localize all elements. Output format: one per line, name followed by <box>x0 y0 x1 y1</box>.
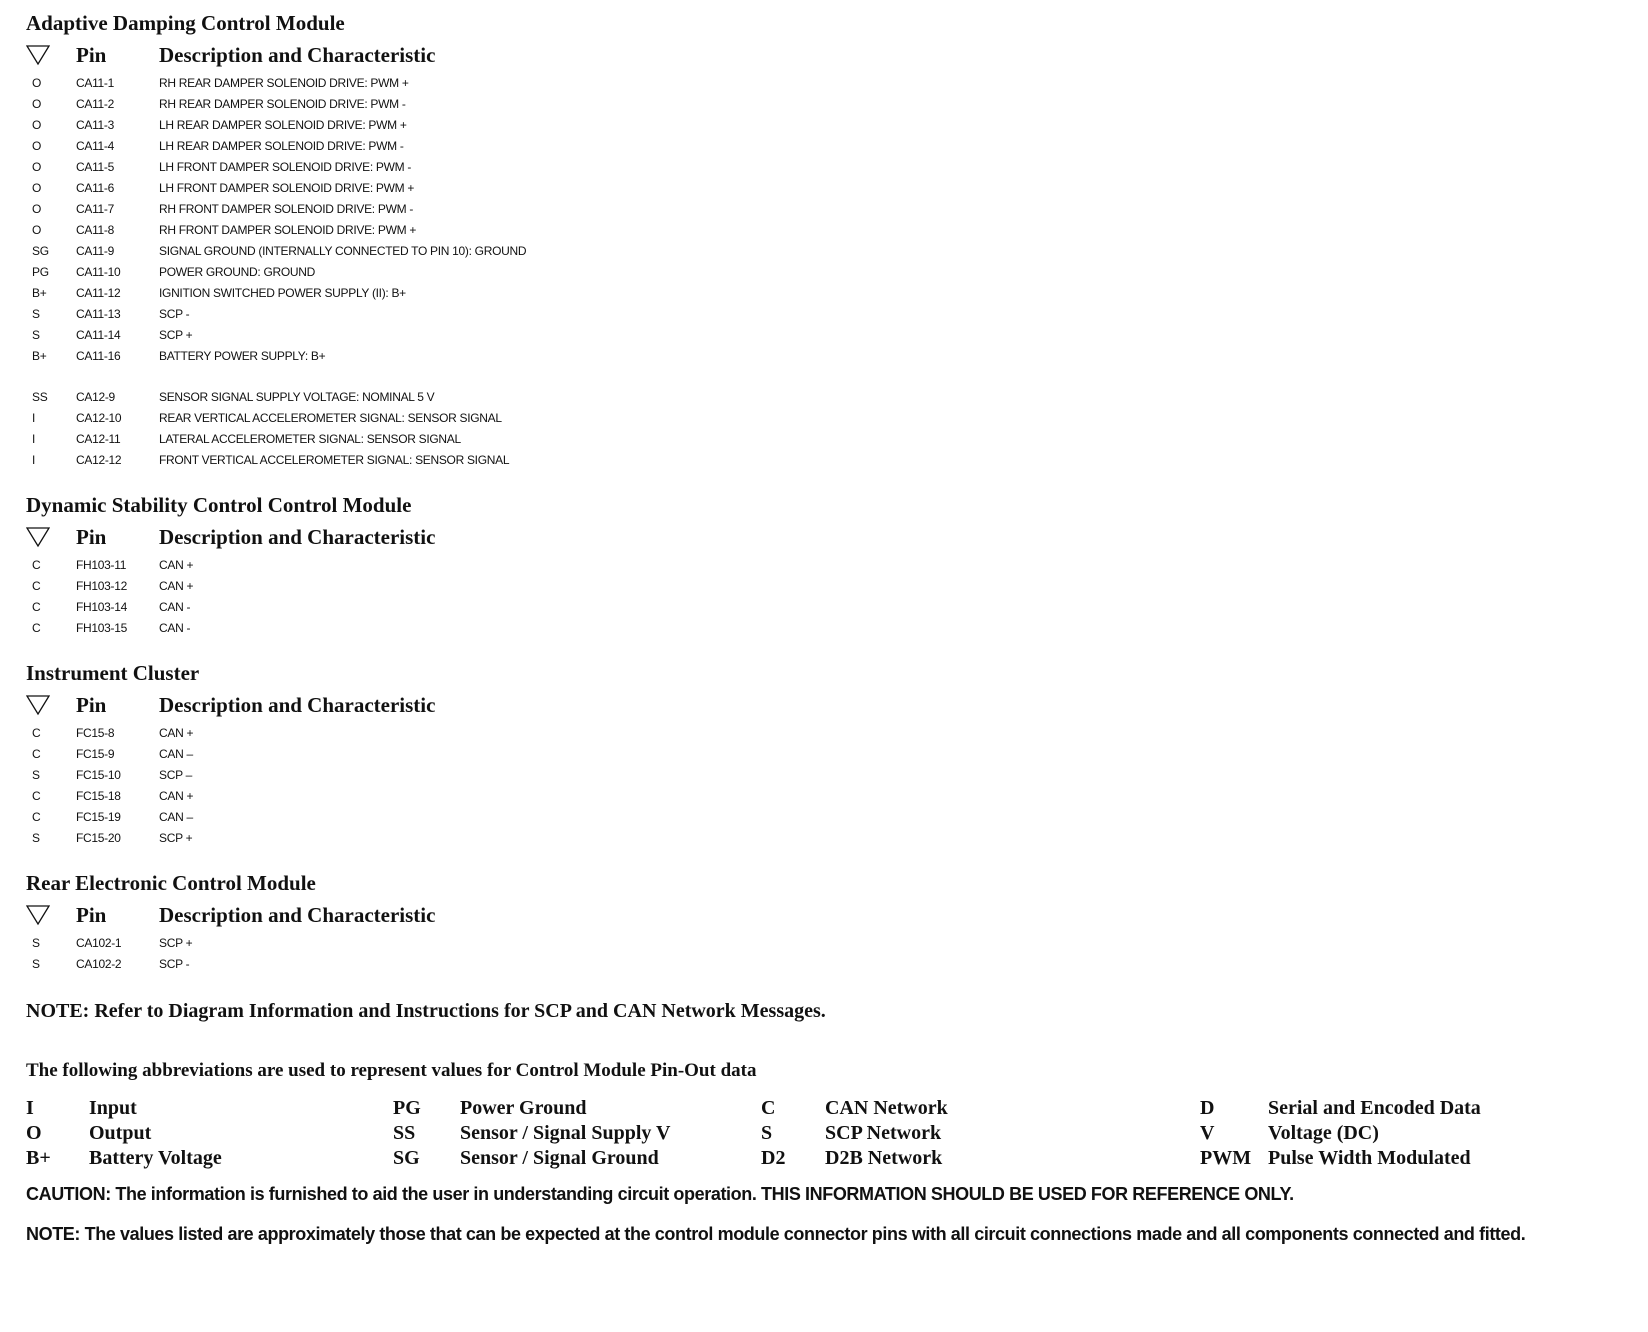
pin-id: FH103-14 <box>76 599 127 614</box>
pin-id: CA11-5 <box>76 159 114 174</box>
pin-desc: SCP - <box>159 956 190 971</box>
header-pin: Pin <box>76 692 107 717</box>
pin-id: FC15-20 <box>76 830 121 845</box>
pin-id: CA11-6 <box>76 180 114 195</box>
section-gap <box>26 848 1626 868</box>
pin-type: I <box>32 431 36 446</box>
pin-type: O <box>32 75 42 90</box>
pin-desc: LH REAR DAMPER SOLENOID DRIVE: PWM - <box>159 138 404 153</box>
section-title: Adaptive Damping Control Module <box>26 11 345 35</box>
abbr-item <box>393 1096 587 1121</box>
table-row <box>26 324 1626 345</box>
abbr-code: SS <box>393 1122 416 1144</box>
pin-rows <box>26 932 1626 974</box>
abbr-meaning: Sensor / Signal Ground <box>460 1147 659 1169</box>
pin-id: FH103-11 <box>76 557 127 572</box>
pin-type: SG <box>32 243 49 258</box>
abbr-item <box>26 1146 222 1171</box>
section-title: Rear Electronic Control Module <box>26 871 316 895</box>
pin-id: FH103-12 <box>76 578 127 593</box>
abbr-meaning: Voltage (DC) <box>1268 1122 1379 1144</box>
triangle-down-icon <box>26 526 76 548</box>
triangle-down-icon <box>26 904 76 926</box>
abbreviations-legend <box>26 1096 1626 1174</box>
abbreviations-intro: The following abbreviations are used to represent values for Control Module Pin-Out data <box>26 1060 757 1081</box>
pin-desc: IGNITION SWITCHED POWER SUPPLY (II): B+ <box>159 285 406 300</box>
abbr-code: C <box>761 1097 776 1119</box>
abbr-meaning: Power Ground <box>460 1097 587 1119</box>
table-header <box>26 688 1626 722</box>
pin-id: CA12-10 <box>76 410 122 425</box>
pin-desc: SCP – <box>159 767 192 782</box>
table-row <box>26 219 1626 240</box>
table-row <box>26 93 1626 114</box>
abbr-item <box>1200 1096 1481 1121</box>
section-gap <box>26 638 1626 658</box>
abbr-item <box>1200 1121 1379 1146</box>
pin-type: C <box>32 620 41 635</box>
pin-desc: CAN – <box>159 746 193 761</box>
table-header <box>26 38 1626 72</box>
pin-type: SS <box>32 389 48 404</box>
table-header <box>26 898 1626 932</box>
header-description: Description and Characteristic <box>159 42 436 67</box>
section-gap <box>26 470 1626 490</box>
abbr-meaning: CAN Network <box>825 1097 948 1119</box>
table-row <box>26 722 1626 743</box>
table-header <box>26 520 1626 554</box>
pin-id: CA11-13 <box>76 306 121 321</box>
table-row <box>26 449 1626 470</box>
abbr-item <box>761 1096 948 1121</box>
pin-id: CA11-10 <box>76 264 121 279</box>
pin-id: CA12-9 <box>76 389 115 404</box>
pin-type: I <box>32 410 36 425</box>
table-row <box>26 932 1626 953</box>
pin-desc: CAN + <box>159 557 194 572</box>
table-row <box>26 345 1626 366</box>
pin-desc: RH REAR DAMPER SOLENOID DRIVE: PWM + <box>159 75 409 90</box>
pin-desc: SENSOR SIGNAL SUPPLY VOLTAGE: NOMINAL 5 V <box>159 389 435 404</box>
abbr-code: V <box>1200 1122 1215 1144</box>
abbr-item <box>761 1146 942 1171</box>
table-row <box>26 282 1626 303</box>
abbr-item <box>26 1096 137 1121</box>
pin-type: O <box>32 117 42 132</box>
pin-type: S <box>32 767 40 782</box>
pin-type: C <box>32 809 41 824</box>
header-pin: Pin <box>76 42 107 67</box>
header-pin: Pin <box>76 524 107 549</box>
pin-id: CA11-3 <box>76 117 114 132</box>
pin-desc: SIGNAL GROUND (INTERNALLY CONNECTED TO PIN 10): GROUND <box>159 243 527 258</box>
header-description: Description and Characteristic <box>159 902 436 927</box>
pin-desc: LATERAL ACCELEROMETER SIGNAL: SENSOR SIGNAL <box>159 431 461 446</box>
document-page <box>26 8 1626 1246</box>
pin-type: B+ <box>32 285 47 300</box>
pin-type: B+ <box>32 348 47 363</box>
pin-desc: POWER GROUND: GROUND <box>159 264 316 279</box>
pin-rows <box>26 72 1626 470</box>
pin-id: CA11-4 <box>76 138 114 153</box>
pin-desc: RH FRONT DAMPER SOLENOID DRIVE: PWM + <box>159 222 417 237</box>
abbr-item <box>393 1121 670 1146</box>
triangle-down-icon <box>26 44 76 66</box>
table-row <box>26 953 1626 974</box>
table-row <box>26 596 1626 617</box>
pin-type: O <box>32 138 42 153</box>
header-pin: Pin <box>76 902 107 927</box>
header-description: Description and Characteristic <box>159 524 436 549</box>
pin-type: I <box>32 452 36 467</box>
pin-id: CA11-12 <box>76 285 121 300</box>
table-row <box>26 261 1626 282</box>
pin-id: FC15-8 <box>76 725 115 740</box>
abbr-item <box>393 1146 659 1171</box>
section-rear-electronic <box>26 868 1626 974</box>
table-row <box>26 575 1626 596</box>
table-row <box>26 743 1626 764</box>
pin-type: O <box>32 180 42 195</box>
pin-desc: CAN - <box>159 620 191 635</box>
pin-rows <box>26 554 1626 638</box>
abbr-meaning: SCP Network <box>825 1122 942 1144</box>
section-adaptive-damping <box>26 8 1626 470</box>
abbr-meaning: Sensor / Signal Supply V <box>460 1122 671 1144</box>
pin-type: C <box>32 725 41 740</box>
section-title: Instrument Cluster <box>26 661 200 685</box>
table-row <box>26 156 1626 177</box>
pin-desc: SCP + <box>159 935 193 950</box>
pin-type: S <box>32 956 40 971</box>
table-row <box>26 177 1626 198</box>
table-row <box>26 407 1626 428</box>
pin-id: CA12-12 <box>76 452 122 467</box>
pin-type: C <box>32 578 41 593</box>
header-description: Description and Characteristic <box>159 692 436 717</box>
pin-desc: RH FRONT DAMPER SOLENOID DRIVE: PWM - <box>159 201 414 216</box>
values-note: NOTE: The values listed are approximately those that can be expected at the control module connector pins with all circuit connections made and all components connected and fitted. <box>26 1224 1526 1244</box>
abbr-meaning: Serial and Encoded Data <box>1268 1097 1481 1119</box>
abbr-code: PWM <box>1200 1147 1252 1169</box>
pin-desc: SCP + <box>159 830 193 845</box>
pin-id: CA11-2 <box>76 96 114 111</box>
abbr-code: SG <box>393 1147 420 1169</box>
pin-type: O <box>32 201 42 216</box>
abbr-meaning: Output <box>89 1122 152 1144</box>
table-row <box>26 428 1626 449</box>
section-dynamic-stability <box>26 490 1626 638</box>
pin-desc: REAR VERTICAL ACCELEROMETER SIGNAL: SENSOR SIGNAL <box>159 410 502 425</box>
table-row <box>26 135 1626 156</box>
table-row <box>26 617 1626 638</box>
abbr-code: S <box>761 1122 773 1144</box>
section-title: Dynamic Stability Control Control Module <box>26 493 412 517</box>
pin-desc: CAN + <box>159 788 194 803</box>
abbr-item <box>1200 1146 1471 1171</box>
table-row <box>26 554 1626 575</box>
pin-type: S <box>32 830 40 845</box>
pin-id: CA11-9 <box>76 243 114 258</box>
pin-id: CA12-11 <box>76 431 121 446</box>
abbr-code: I <box>26 1097 34 1119</box>
abbr-meaning: D2B Network <box>825 1147 943 1169</box>
pin-type: O <box>32 159 42 174</box>
pin-desc: SCP + <box>159 327 193 342</box>
abbr-code: B+ <box>26 1147 51 1169</box>
table-row <box>26 764 1626 785</box>
table-row <box>26 806 1626 827</box>
pin-desc: CAN - <box>159 599 191 614</box>
table-row <box>26 785 1626 806</box>
abbr-item <box>761 1121 941 1146</box>
abbr-code: D2 <box>761 1147 786 1169</box>
pin-id: CA11-16 <box>76 348 121 363</box>
pin-type: O <box>32 96 42 111</box>
network-note: NOTE: Refer to Diagram Information and Instructions for SCP and CAN Network Messages. <box>26 1000 826 1022</box>
pin-id: FC15-19 <box>76 809 121 824</box>
pin-desc: RH REAR DAMPER SOLENOID DRIVE: PWM - <box>159 96 406 111</box>
table-row <box>26 240 1626 261</box>
triangle-down-icon <box>26 694 76 716</box>
table-row <box>26 827 1626 848</box>
pin-id: FH103-15 <box>76 620 127 635</box>
row-gap <box>26 366 1626 386</box>
pin-type: S <box>32 306 40 321</box>
pin-type: O <box>32 222 42 237</box>
table-row <box>26 72 1626 93</box>
pin-desc: CAN + <box>159 578 194 593</box>
abbr-meaning: Input <box>89 1097 137 1119</box>
pin-id: CA102-2 <box>76 956 122 971</box>
pin-id: CA11-1 <box>76 75 114 90</box>
pin-desc: FRONT VERTICAL ACCELEROMETER SIGNAL: SENSOR SIGNAL <box>159 452 510 467</box>
pin-desc: CAN – <box>159 809 193 824</box>
pin-type: S <box>32 327 40 342</box>
table-row <box>26 114 1626 135</box>
pin-type: C <box>32 599 41 614</box>
pin-desc: CAN + <box>159 725 194 740</box>
table-row <box>26 303 1626 324</box>
abbr-code: PG <box>393 1097 421 1119</box>
pin-id: FC15-9 <box>76 746 115 761</box>
pin-type: PG <box>32 264 49 279</box>
caution-text: CAUTION: The information is furnished to aid the user in understanding circuit operation. THIS INFORMATION SHOULD BE USED FOR REFERENCE ONLY. <box>26 1184 1294 1204</box>
pin-desc: LH REAR DAMPER SOLENOID DRIVE: PWM + <box>159 117 407 132</box>
abbr-code: O <box>26 1122 42 1144</box>
table-row <box>26 198 1626 219</box>
pin-id: CA11-8 <box>76 222 114 237</box>
pin-desc: LH FRONT DAMPER SOLENOID DRIVE: PWM - <box>159 159 412 174</box>
table-row <box>26 386 1626 407</box>
pin-id: CA11-14 <box>76 327 121 342</box>
pin-type: C <box>32 746 41 761</box>
pin-rows <box>26 722 1626 848</box>
pin-id: CA102-1 <box>76 935 122 950</box>
abbr-code: D <box>1200 1097 1215 1119</box>
pin-id: FC15-10 <box>76 767 121 782</box>
abbr-meaning: Battery Voltage <box>89 1147 222 1169</box>
pin-id: CA11-7 <box>76 201 114 216</box>
abbr-item <box>26 1121 151 1146</box>
pin-desc: LH FRONT DAMPER SOLENOID DRIVE: PWM + <box>159 180 415 195</box>
pin-type: C <box>32 557 41 572</box>
pin-id: FC15-18 <box>76 788 121 803</box>
section-instrument-cluster <box>26 658 1626 848</box>
abbr-meaning: Pulse Width Modulated <box>1268 1147 1471 1169</box>
pin-type: C <box>32 788 41 803</box>
pin-type: S <box>32 935 40 950</box>
pin-desc: BATTERY POWER SUPPLY: B+ <box>159 348 326 363</box>
pin-desc: SCP - <box>159 306 190 321</box>
